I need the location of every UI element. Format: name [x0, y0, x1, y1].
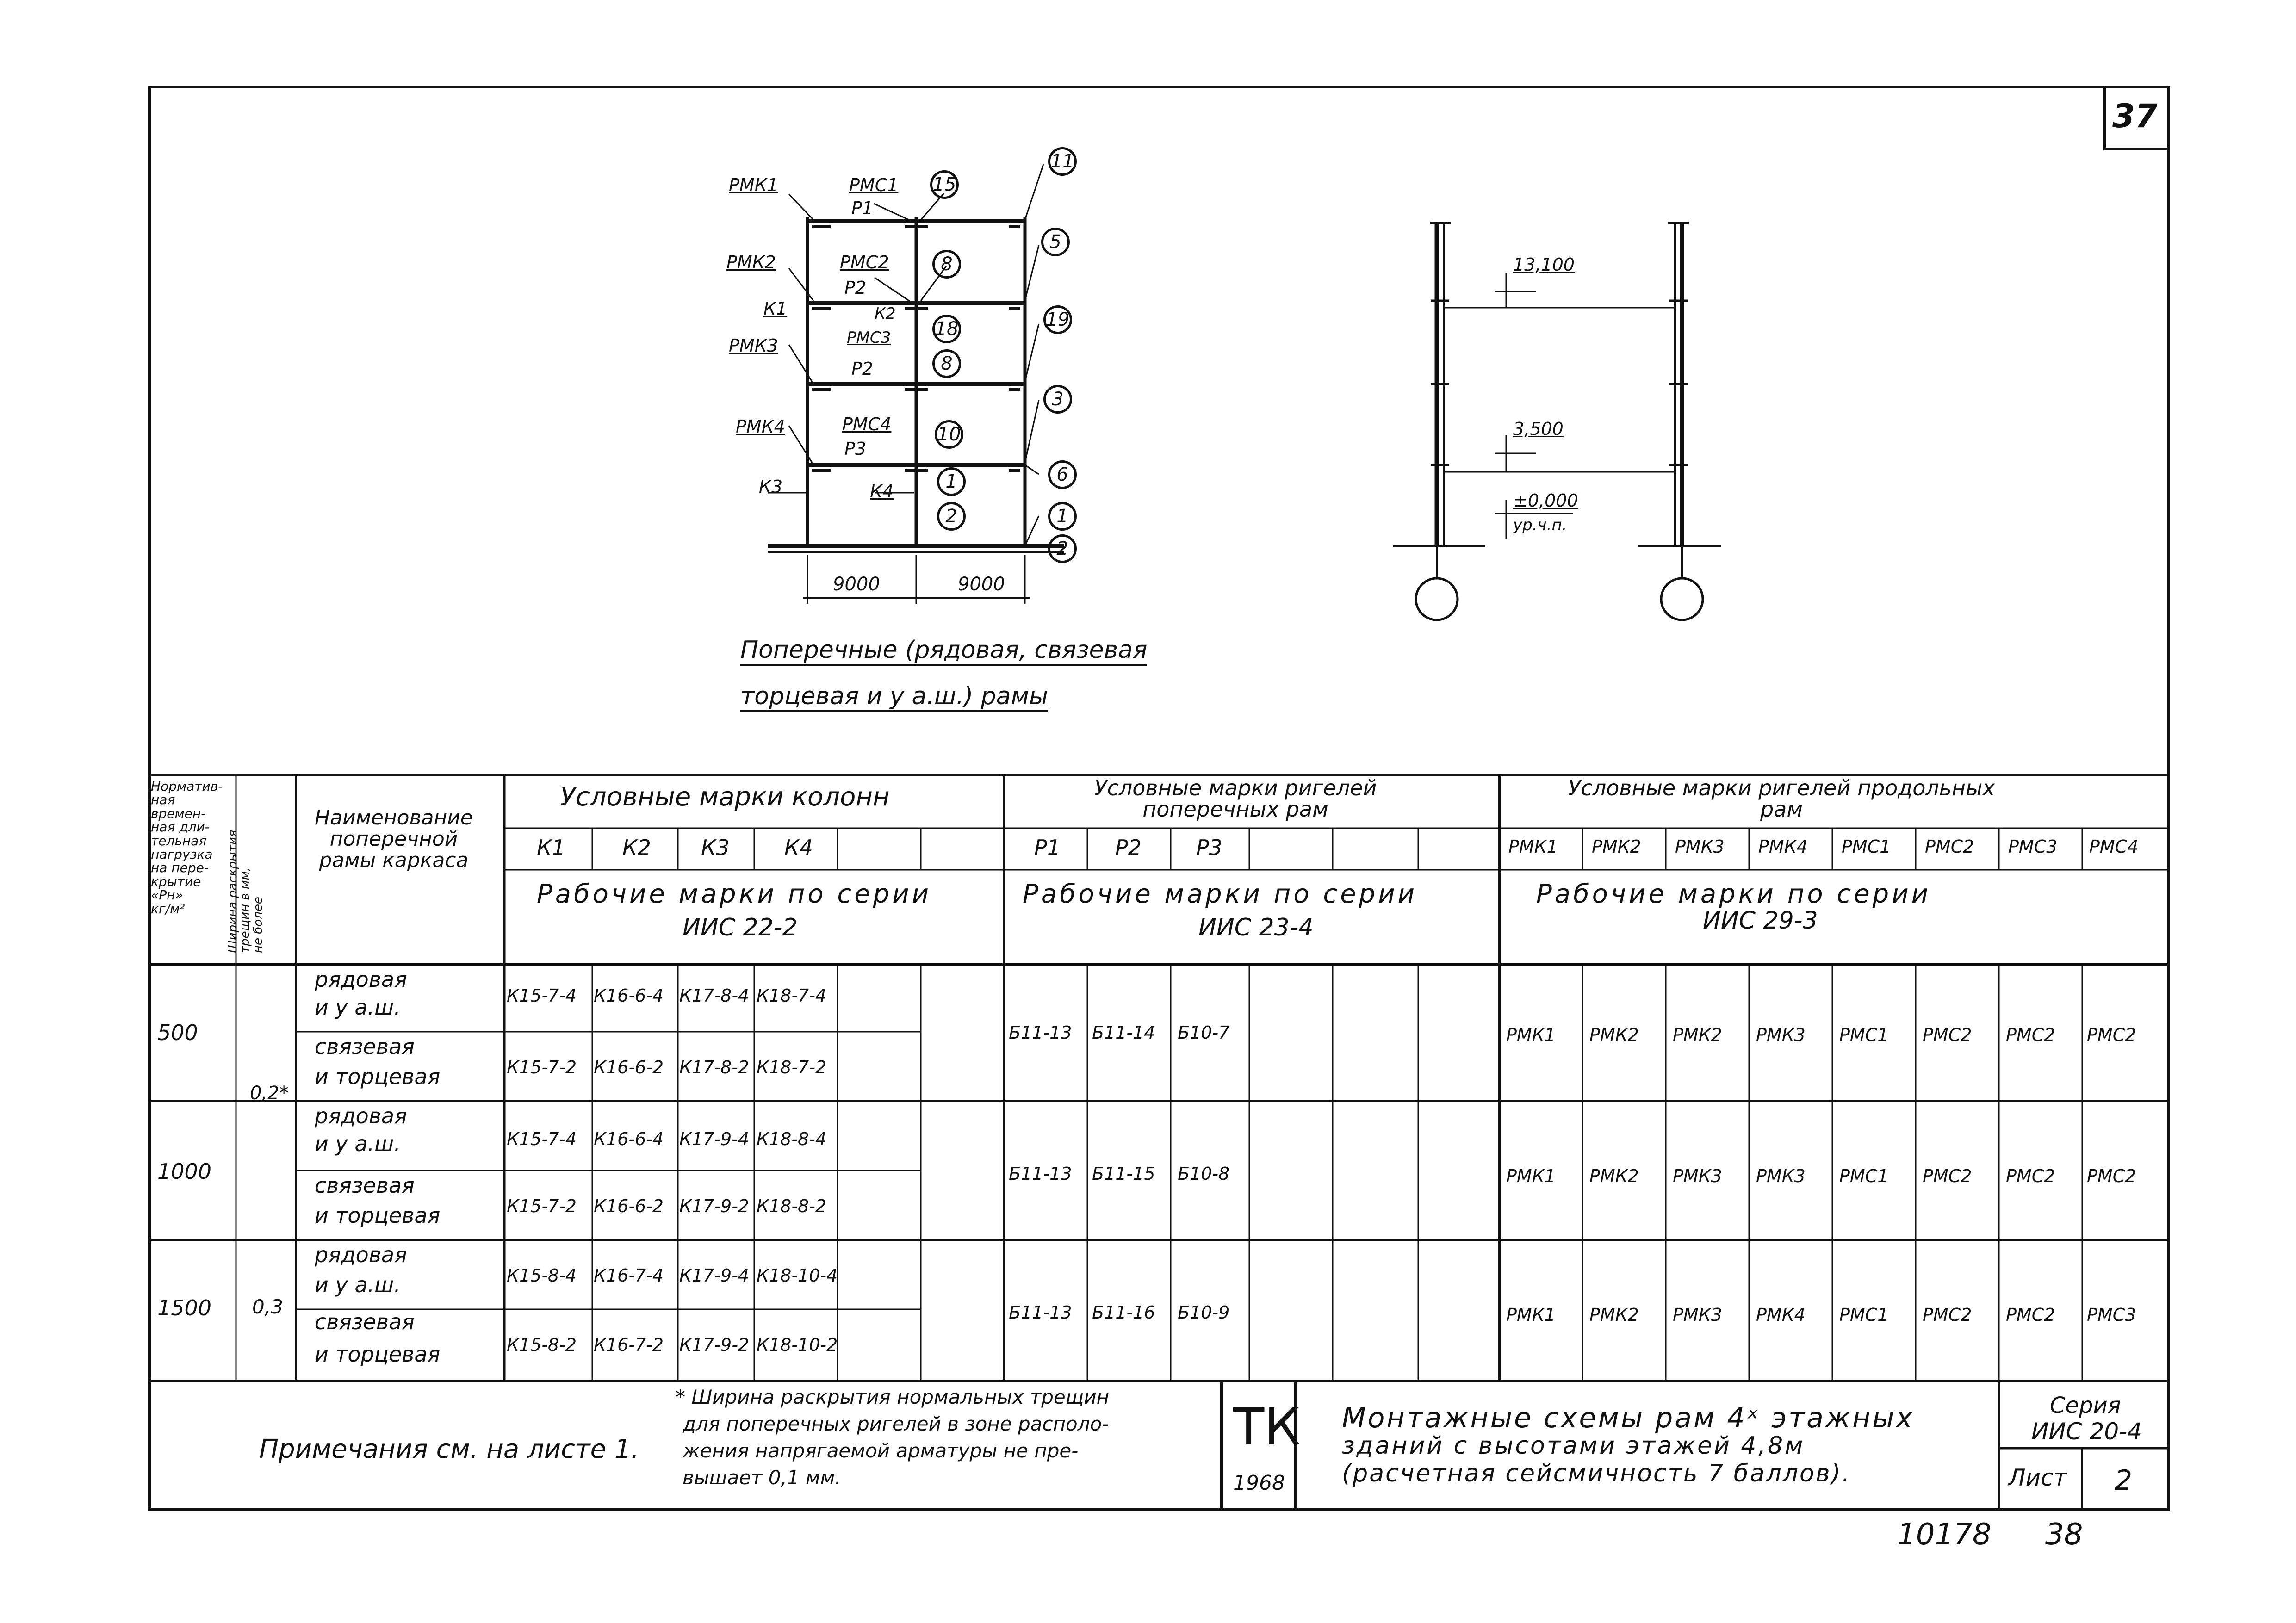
crossbar-cell: Б11-15	[1092, 1164, 1155, 1184]
crossbar-cell: Б10-7	[1178, 1022, 1230, 1043]
level-note: ур.ч.п.	[1513, 516, 1567, 534]
column-cell: К17-9-4	[679, 1129, 750, 1149]
column-cell: К17-9-2	[679, 1335, 750, 1355]
footnote-line: жения напрягаемой арматуры не пре-	[683, 1439, 1079, 1462]
marker-10: 10	[935, 420, 963, 449]
column-cell: К18-8-2	[757, 1196, 827, 1216]
label-rmc4: РМС4	[842, 414, 892, 434]
label-k1: К1	[763, 298, 788, 319]
long-cell: РМК1	[1506, 1025, 1556, 1045]
column-cell: К17-8-2	[679, 1057, 750, 1078]
crossbars-series: ИИС 23-4	[1198, 914, 1314, 942]
long-cell: РМС2	[2006, 1025, 2055, 1045]
long-cell: РМК2	[1589, 1166, 1639, 1186]
label-p1: Р1	[851, 198, 874, 218]
header-longitudinal-title: Условные марки ригелей продольных рам	[1568, 775, 1995, 822]
marker-11: 11	[1048, 147, 1077, 176]
series-label: Серия	[2050, 1393, 2121, 1419]
crossbar-mark-p2: Р2	[1115, 835, 1142, 860]
crossbar-cell: Б11-16	[1092, 1302, 1155, 1323]
row-name-line2: и у а.ш.	[315, 995, 401, 1020]
long-cell: РМС2	[2006, 1166, 2055, 1186]
level-top: 13,100	[1513, 254, 1575, 275]
long-cell: РМК3	[1673, 1166, 1722, 1186]
column-cell: К16-6-4	[594, 985, 664, 1006]
header-crossbars-title: Условные марки ригелей поперечных рам	[1094, 775, 1377, 822]
long-cell: РМК1	[1506, 1166, 1556, 1186]
long-cell: РМС2	[1923, 1166, 1972, 1186]
column-cell: К17-8-4	[679, 985, 750, 1006]
label-k2: К2	[875, 304, 896, 323]
label-rmk4: РМК4	[736, 416, 785, 437]
label-k4: К4	[870, 481, 894, 502]
long-cell: РМК3	[1756, 1166, 1806, 1186]
row-name-line1: связевая	[315, 1173, 415, 1198]
columns-series: ИИС 22-2	[683, 914, 798, 942]
column-mark-k2: К2	[622, 835, 651, 860]
label-rmk2: РМК2	[726, 252, 776, 273]
long-cell: РМК3	[1756, 1025, 1806, 1045]
year: 1968	[1233, 1471, 1285, 1495]
long-cell: РМС2	[2006, 1305, 2055, 1325]
long-cell: РМС2	[2087, 1166, 2136, 1186]
footnote-line: вышает 0,1 мм.	[683, 1466, 841, 1489]
column-cell: К15-8-2	[507, 1335, 577, 1355]
footnote-line: * Ширина раскрытия нормальных трещин	[676, 1386, 1110, 1408]
marker-8b: 8	[932, 349, 961, 378]
long-cell: РМС1	[1839, 1025, 1889, 1045]
row-name-line2: и торцевая	[315, 1064, 441, 1089]
corner-sheet-number: 37	[2112, 97, 2158, 135]
column-cell: К18-7-2	[757, 1057, 827, 1078]
row-name-line1: рядовая	[315, 1103, 407, 1128]
long-cell: РМК1	[1506, 1305, 1556, 1325]
marker-6: 6	[1048, 460, 1077, 489]
label-p2b: Р2	[851, 359, 874, 379]
crossbar-mark-p1: Р1	[1034, 835, 1061, 860]
column-cell: К15-7-2	[507, 1057, 577, 1078]
long-mark-rmc1: РМС1	[1842, 836, 1891, 857]
long-mark-rmk3: РМК3	[1675, 836, 1725, 857]
archive-page: 38	[2045, 1518, 2083, 1552]
label-p2a: Р2	[844, 278, 867, 298]
level-zero: ±0,000	[1513, 490, 1578, 511]
marker-18: 18	[932, 315, 961, 343]
marker-8a: 8	[932, 250, 961, 279]
marker-2b: 2	[1048, 534, 1077, 563]
long-mark-rmc4: РМС4	[2089, 836, 2139, 857]
marker-15: 15	[930, 170, 959, 199]
long-cell: РМС2	[1923, 1025, 1972, 1045]
diagram-caption-line1: Поперечные (рядовая, связевая	[740, 636, 1147, 666]
column-cell: К17-9-4	[679, 1265, 750, 1286]
header-load: Норматив- ная времен- ная дли- тельная нагрузка на пере- крытие «Рн» кг/м²	[151, 779, 223, 917]
label-rmc2: РМС2	[840, 252, 889, 273]
row-name-line1: связевая	[315, 1034, 415, 1059]
column-cell: К15-7-2	[507, 1196, 577, 1216]
crossbar-cell: Б11-13	[1009, 1164, 1072, 1184]
archive-number: 10178	[1897, 1518, 1992, 1552]
drawing-title-line: Монтажные схемы рам 4ˣ этажных	[1342, 1402, 1915, 1434]
column-mark-k1: К1	[537, 835, 565, 860]
row-name-line1: рядовая	[315, 967, 407, 992]
long-cell: РМК2	[1673, 1025, 1722, 1045]
crack-value-1: 0,2*	[250, 1083, 289, 1104]
crossbar-cell: Б10-8	[1178, 1164, 1230, 1184]
crossbar-cell: Б10-9	[1178, 1302, 1230, 1323]
row-name-line1: связевая	[315, 1309, 415, 1334]
column-cell: К16-6-4	[594, 1129, 664, 1149]
diagram-caption-line2: торцевая и у а.ш.) рамы	[740, 682, 1048, 712]
header-frame-name: Наименование поперечной рамы каркаса	[315, 806, 473, 873]
marker-2a: 2	[937, 502, 966, 531]
drawing-title-line: (расчетная сейсмичность 7 баллов).	[1342, 1460, 1851, 1487]
column-cell: К16-6-2	[594, 1057, 664, 1078]
sheet-value: 2	[2115, 1464, 2133, 1497]
footnote-line: для поперечных ригелей в зоне располо-	[683, 1412, 1109, 1435]
long-cell: РМК3	[1673, 1305, 1722, 1325]
label-rmk1: РМК1	[729, 175, 778, 195]
crossbars-working-title: Рабочие марки по серии	[1023, 879, 1417, 909]
crossbar-cell: Б11-13	[1009, 1022, 1072, 1043]
long-cell: РМС3	[2087, 1305, 2136, 1325]
column-mark-k3: К3	[701, 835, 730, 860]
column-cell: К18-8-4	[757, 1129, 827, 1149]
column-cell: К17-9-2	[679, 1196, 750, 1216]
long-mark-rmk1: РМК1	[1508, 836, 1558, 857]
load-1500: 1500	[157, 1295, 212, 1320]
level-mid: 3,500	[1513, 419, 1564, 439]
longitudinal-series: ИИС 29-3	[1703, 907, 1818, 935]
column-cell: К16-7-2	[594, 1335, 664, 1355]
column-cell: К15-7-4	[507, 985, 577, 1006]
load-1000: 1000	[157, 1159, 212, 1184]
crossbar-cell: Б11-13	[1009, 1302, 1072, 1323]
crossbar-mark-p3: Р3	[1196, 835, 1223, 860]
dimension-span-2: 9000	[958, 574, 1005, 595]
row-name-line2: и торцевая	[315, 1342, 441, 1367]
label-k3: К3	[759, 477, 783, 497]
long-cell: РМС2	[2087, 1025, 2136, 1045]
column-cell: К15-8-4	[507, 1265, 577, 1286]
notes-reference: Примечания см. на листе 1.	[259, 1434, 639, 1464]
column-cell: К18-7-4	[757, 985, 827, 1006]
long-mark-rmc3: РМС3	[2008, 836, 2058, 857]
header-crack-width: Ширина раскрытия трещин в мм, не более	[226, 830, 265, 953]
long-cell: РМС1	[1839, 1166, 1889, 1186]
long-cell: РМС2	[1923, 1305, 1972, 1325]
long-mark-rmk4: РМК4	[1758, 836, 1808, 857]
column-cell: К15-7-4	[507, 1129, 577, 1149]
marker-3: 3	[1043, 385, 1072, 414]
long-cell: РМК2	[1589, 1025, 1639, 1045]
crack-value-2: 0,3	[252, 1295, 283, 1318]
marker-19: 19	[1043, 305, 1072, 334]
column-cell: К16-6-2	[594, 1196, 664, 1216]
row-name-line2: и у а.ш.	[315, 1272, 401, 1297]
row-name-line2: и у а.ш.	[315, 1131, 401, 1156]
column-cell: К18-10-4	[757, 1265, 838, 1286]
long-mark-rmk2: РМК2	[1592, 836, 1641, 857]
column-cell: К18-10-2	[757, 1335, 838, 1355]
org-logo: ТК	[1233, 1397, 1301, 1456]
row-name-line1: рядовая	[315, 1242, 407, 1267]
label-rmk3: РМК3	[729, 335, 778, 356]
load-500: 500	[157, 1020, 198, 1045]
longitudinal-working-title: Рабочие марки по серии	[1536, 879, 1931, 909]
marker-1a: 1	[937, 467, 966, 496]
dimension-span-1: 9000	[833, 574, 880, 595]
label-rmc1: РМС1	[849, 175, 899, 195]
row-name-line2: и торцевая	[315, 1203, 441, 1228]
long-cell: РМК2	[1589, 1305, 1639, 1325]
columns-working-title: Рабочие марки по серии	[537, 879, 931, 909]
drawing-title-line: зданий с высотами этажей 4,8м	[1342, 1432, 1805, 1460]
column-mark-k4: К4	[784, 835, 813, 860]
marker-5: 5	[1041, 228, 1070, 256]
series-value: ИИС 20-4	[2031, 1418, 2142, 1445]
label-rmc3: РМС3	[847, 328, 891, 347]
long-mark-rmc2: РМС2	[1925, 836, 1974, 857]
sheet-label: Лист	[2008, 1464, 2067, 1491]
marker-1b: 1	[1048, 502, 1077, 531]
label-p3: Р3	[844, 439, 867, 459]
header-columns-title: Условные марки колонн	[560, 782, 890, 812]
column-cell: К16-7-4	[594, 1265, 664, 1286]
long-cell: РМК4	[1756, 1305, 1806, 1325]
crossbar-cell: Б11-14	[1092, 1022, 1155, 1043]
long-cell: РМС1	[1839, 1305, 1889, 1325]
